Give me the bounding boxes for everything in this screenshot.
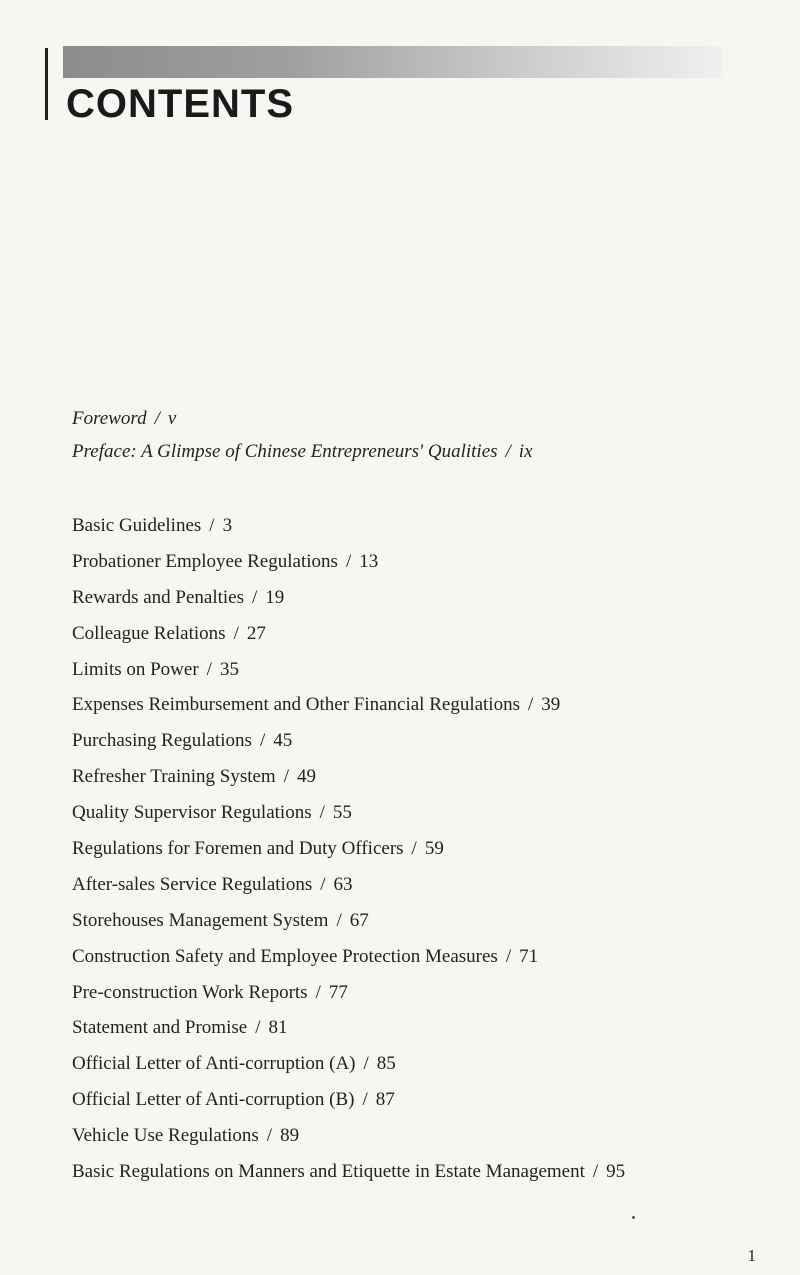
toc-entry bbox=[72, 435, 533, 468]
toc-entry-title: Official Letter of Anti-corruption (B) bbox=[72, 1089, 355, 1111]
toc-entry bbox=[72, 687, 625, 723]
toc-entry-title: Refresher Training System bbox=[72, 766, 276, 788]
toc-entry-page: 81 bbox=[268, 1017, 288, 1039]
toc-separator: / bbox=[283, 766, 289, 788]
toc-entry-title: Official Letter of Anti-corruption (A) bbox=[72, 1053, 356, 1075]
toc-entry-title: Colleague Relations bbox=[72, 622, 226, 644]
toc-entry-title: Basic Regulations on Manners and Etiquette in Estate Management bbox=[72, 1161, 585, 1183]
toc-entry bbox=[72, 1010, 625, 1046]
toc-entry bbox=[72, 831, 625, 867]
toc-separator: / bbox=[255, 1017, 261, 1039]
toc-entry-page: 67 bbox=[349, 909, 369, 931]
toc-list bbox=[72, 508, 625, 1190]
toc-entry bbox=[72, 1154, 625, 1190]
toc-entry-title: Construction Safety and Employee Protection Measures bbox=[72, 945, 498, 967]
toc-entry-title: Purchasing Regulations bbox=[72, 730, 252, 752]
toc-separator: / bbox=[411, 838, 417, 860]
page-title: CONTENTS bbox=[66, 82, 294, 126]
toc-entry-title: Pre-construction Work Reports bbox=[72, 981, 308, 1003]
toc-entry bbox=[72, 867, 625, 903]
page-number: 1 bbox=[747, 1246, 756, 1265]
toc-separator: / bbox=[505, 945, 512, 967]
toc-entry-page: 39 bbox=[541, 694, 561, 716]
toc-entry-page: 45 bbox=[273, 730, 293, 752]
toc-separator: / bbox=[315, 981, 321, 1003]
toc-entry-title: Expenses Reimbursement and Other Financial Regulations bbox=[72, 694, 520, 716]
toc-entry-title: Limits on Power bbox=[72, 658, 199, 680]
toc-separator: / bbox=[345, 550, 352, 572]
front-matter-list bbox=[72, 402, 533, 468]
toc-entry-page: 87 bbox=[375, 1089, 395, 1111]
toc-entry bbox=[72, 652, 625, 688]
toc-entry bbox=[72, 616, 625, 652]
toc-separator: / bbox=[319, 802, 325, 824]
toc-entry-page: 27 bbox=[246, 622, 266, 644]
toc-separator: / bbox=[154, 408, 160, 429]
print-speck bbox=[632, 1216, 635, 1219]
toc-entry bbox=[72, 1118, 625, 1154]
header-bar bbox=[63, 46, 723, 78]
toc-entry-title: Probationer Employee Regulations bbox=[72, 550, 338, 572]
toc-separator: / bbox=[527, 694, 534, 716]
toc-entry bbox=[72, 1082, 625, 1118]
toc-entry-page: 35 bbox=[219, 658, 239, 680]
toc-separator: / bbox=[259, 730, 266, 752]
toc-entry bbox=[72, 508, 625, 544]
toc-separator: / bbox=[320, 873, 326, 895]
toc-entry bbox=[72, 795, 625, 831]
toc-entry-page: 13 bbox=[359, 550, 379, 572]
toc-entry-title: Storehouses Management System bbox=[72, 909, 329, 931]
toc-separator: / bbox=[592, 1161, 599, 1183]
toc-separator: / bbox=[336, 909, 342, 931]
toc-entry-title: Regulations for Foremen and Duty Officers bbox=[72, 838, 404, 860]
toc-separator: / bbox=[363, 1053, 369, 1075]
toc-entry-title: Basic Guidelines bbox=[72, 515, 202, 536]
toc-entry-title: Vehicle Use Regulations bbox=[72, 1125, 259, 1147]
header-rule bbox=[45, 48, 48, 120]
toc-entry-title: Foreword bbox=[72, 408, 147, 429]
toc-separator: / bbox=[233, 622, 239, 644]
toc-entry-page: 77 bbox=[328, 981, 348, 1003]
toc-entry-page: 71 bbox=[519, 945, 539, 967]
toc-entry-page: 85 bbox=[376, 1053, 396, 1075]
toc-entry bbox=[72, 903, 625, 939]
toc-entry-page: 89 bbox=[280, 1125, 300, 1147]
toc-entry bbox=[72, 939, 625, 975]
toc-entry bbox=[72, 544, 625, 580]
toc-entry-title: Statement and Promise bbox=[72, 1017, 248, 1039]
toc-entry-page: 59 bbox=[424, 838, 444, 860]
toc-separator: / bbox=[505, 441, 511, 462]
toc-entry-title: After-sales Service Regulations bbox=[72, 873, 313, 895]
toc-separator: / bbox=[206, 658, 212, 680]
toc-entry-page: 49 bbox=[297, 766, 316, 788]
toc-entry bbox=[72, 1046, 625, 1082]
toc-entry bbox=[72, 580, 625, 616]
toc-entry bbox=[72, 975, 625, 1011]
toc-separator: / bbox=[252, 586, 258, 608]
toc-entry-page: 63 bbox=[333, 873, 353, 895]
toc-separator: / bbox=[266, 1125, 273, 1147]
toc-entry-page: 95 bbox=[606, 1161, 626, 1183]
toc-entry bbox=[72, 723, 625, 759]
toc-entry-title: Preface: A Glimpse of Chinese Entrepreneurs' Qualities bbox=[72, 441, 498, 462]
toc-entry-page: ix bbox=[518, 441, 533, 462]
toc-separator: / bbox=[209, 515, 215, 536]
toc-entry-page: 55 bbox=[332, 802, 352, 824]
toc-entry bbox=[72, 402, 533, 435]
toc-entry-page: v bbox=[167, 408, 177, 429]
toc-entry-page: 19 bbox=[265, 586, 285, 608]
toc-separator: / bbox=[362, 1089, 368, 1111]
toc-entry-title: Quality Supervisor Regulations bbox=[72, 802, 312, 824]
toc-entry bbox=[72, 759, 625, 795]
toc-entry-title: Rewards and Penalties bbox=[72, 586, 245, 608]
toc-entry-page: 3 bbox=[222, 515, 233, 536]
